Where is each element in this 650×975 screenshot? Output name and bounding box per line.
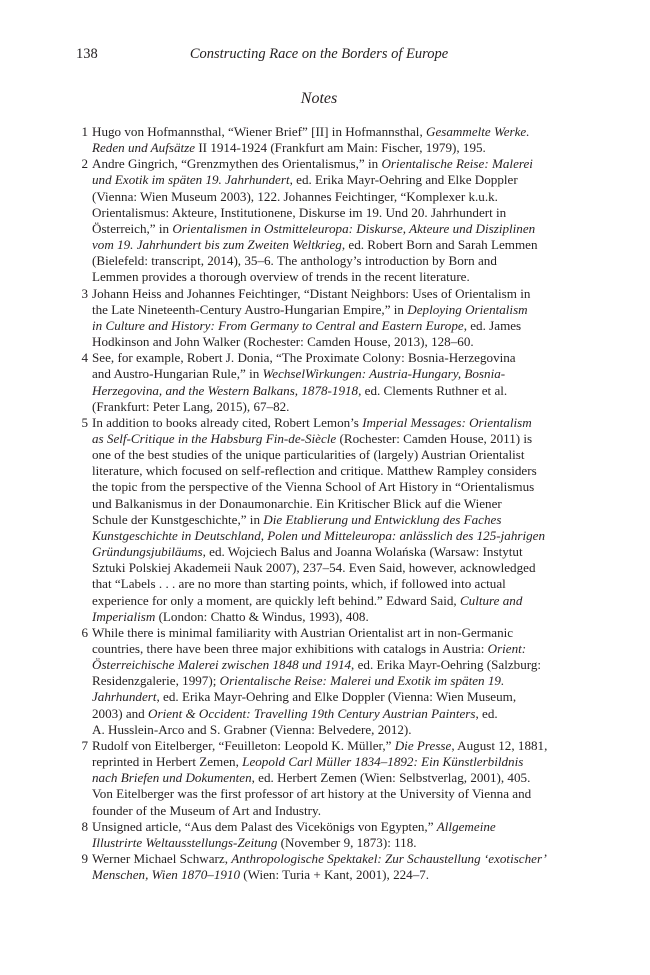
notes-list (74, 124, 566, 883)
note-line (92, 253, 566, 269)
running-title: Constructing Race on the Borders of Europe (189, 46, 449, 62)
note-text: (Wien: Turia + Kant, 2001), 224–7. (240, 867, 430, 883)
note-line (92, 657, 566, 673)
note-text: Werner Michael Schwarz, (92, 851, 232, 867)
note-line (92, 237, 566, 253)
italic-title-text: WechselWirkungen: Austria-Hungary, Bosnia- (262, 366, 506, 382)
italic-title-text: vom 19. Jahrhundert bis zum Zweiten Weltkrieg (92, 237, 342, 253)
italic-title-text: in Culture and History: From Germany to Central and Eastern Europe (92, 317, 464, 333)
note-text: Schule der Kunstgeschichte,” in (92, 511, 264, 527)
note-number: 4 (81, 350, 88, 366)
note-line (92, 625, 566, 641)
note-text: Andre Gingrich, “Grenzmythen des Orientalismus,” in (92, 156, 382, 172)
note-text: (Frankfurt: Peter Lang, 2015), 67–82. (92, 398, 290, 414)
note-line (92, 867, 566, 883)
note-line (92, 689, 566, 705)
page-number: 138 (76, 46, 98, 62)
italic-title-text: Leopold Carl Müller 1834–1892: Ein Künstlerbildnis (242, 754, 524, 770)
note-item (81, 285, 566, 351)
note-line (92, 399, 566, 415)
note-text: , ed. Clements Ruthner et al. (358, 382, 508, 398)
note-line (92, 803, 566, 819)
note-line (92, 140, 566, 156)
note-line (92, 124, 566, 140)
note-text: A. Husslein-Arco and S. Grabner (Vienna: Belvedere, 2012). (92, 721, 412, 737)
italic-title-text: Die Presse (394, 737, 452, 753)
note-line (92, 447, 566, 463)
note-line (92, 819, 566, 835)
note-line (92, 738, 566, 754)
italic-title-text: Orientalische Reise: Malerei (381, 156, 533, 172)
italic-title-text: Kunstgeschichte in Deutschland, Polen und Mitteleuropa: anlässlich des 125-jahrigen (92, 527, 546, 543)
note-text: the topic from the perspective of the Vienna School of Art History in “Orientalismus (92, 479, 535, 495)
note-item (81, 737, 566, 819)
note-line (92, 269, 566, 285)
note-text: , ed. Robert Born and Sarah Lemmen (341, 237, 538, 253)
note-text: , ed. Erika Mayr-Oehring and Elke Doppler (Vienna: Wien Museum, (156, 689, 517, 705)
note-line (92, 415, 566, 431)
note-text: literature, which focused on self-reflection and critique. Matthew Rampley considers (92, 463, 537, 479)
italic-title-text: Allgemeine (436, 818, 496, 834)
note-line (92, 463, 566, 479)
note-line (92, 156, 566, 172)
italic-title-text: Österreichische Malerei zwischen 1848 und 1914 (92, 657, 352, 673)
note-text: Von Eitelberger was the first professor of art history at the University of Vienna and (92, 786, 532, 802)
note-text: founder of the Museum of Art and Industry. (92, 802, 321, 818)
note-line (92, 479, 566, 495)
note-item (81, 818, 566, 851)
note-text: Sztuki Polskiej Akademeii Nauk 2007), 237–54. Even Said, however, acknowledged (92, 560, 536, 576)
note-line (92, 512, 566, 528)
note-text: Unsigned article, “Aus dem Palast des Vicekönigs von Egypten,” (92, 818, 437, 834)
note-text: 2003) and (92, 705, 149, 721)
note-line (92, 722, 566, 738)
note-text: Orientalismus: Akteure, Institutionene, Diskurse im 19. Und 20. Jahrhundert in (92, 204, 507, 220)
note-line (92, 189, 566, 205)
note-text: , ed. Erika Mayr-Oehring and Elke Doppler (289, 172, 518, 188)
italic-title-text: Herzegovina, and the Western Balkans, 1878-1918 (92, 382, 359, 398)
note-text: Johann Heiss and Johannes Feichtinger, “Distant Neighbors: Uses of Orientalism in (92, 285, 531, 301)
note-line (92, 318, 566, 334)
note-text: und Balkanismus in der Donaumonarchie. Ein Kritischer Blick auf die Wiener (92, 495, 502, 511)
italic-title-text: Orient & Occident: Travelling 19th Century Austrian Painters (148, 705, 476, 721)
italic-title-text: Die Etablierung und Entwicklung des Faches (263, 511, 502, 527)
note-line (92, 496, 566, 512)
note-line (92, 754, 566, 770)
note-line (92, 286, 566, 302)
note-line (92, 205, 566, 221)
note-line (92, 641, 566, 657)
note-line (92, 350, 566, 366)
note-text: Hodkinson and John Walker (Rochester: Camden House, 2013), 128–60. (92, 334, 474, 350)
note-text: (London: Chatto & Windus, 1993), 408. (155, 608, 369, 624)
note-text: one of the best studies of the unique particularities of (largely) Austrian Orientalist (92, 447, 525, 463)
note-item (81, 624, 566, 738)
note-text: (Vienna: Wien Museum 2003), 122. Johannes Feichtinger, “Komplexer k.u.k. (92, 188, 498, 204)
note-line (92, 221, 566, 237)
note-line (92, 851, 566, 867)
italic-title-text: Illustrirte Weltausstellungs-Zeitung (92, 834, 278, 850)
note-item (81, 124, 566, 156)
note-line (92, 706, 566, 722)
note-line (92, 593, 566, 609)
note-line (92, 383, 566, 399)
note-text: See, for example, Robert J. Donia, “The Proximate Colony: Bosnia-Herzegovina (92, 350, 516, 366)
note-text: In addition to books already cited, Robert Lemon’s (92, 414, 363, 430)
note-text: (Bielefeld: transcript, 2014), 35–6. The anthology’s introduction by Born and (92, 253, 497, 269)
note-line (92, 544, 566, 560)
note-text: Rudolf von Eitelberger, “Feuilleton: Leopold K. Müller,” (92, 737, 395, 753)
note-text: Österreich,” in (92, 220, 173, 236)
note-number: 7 (81, 737, 88, 753)
note-number: 1 (81, 124, 88, 139)
italic-title-text: Culture and (459, 592, 523, 608)
note-text: Residenzgalerie, 1997); (92, 673, 220, 689)
italic-title-text: Imperial Messages: Orientalism (362, 414, 532, 430)
italic-title-text: as Self-Critique in the Habsburg Fin-de-Siècle (92, 430, 337, 446)
italic-title-text: Orient: (487, 641, 527, 656)
note-text: II 1914-1924 (Frankfurt am Main: Fischer, 1979), 195. (195, 140, 486, 156)
italic-title-text: Gesammelte Werke. (426, 124, 530, 139)
italic-title-text: und Exotik im späten 19. Jahrhundert (92, 172, 290, 188)
note-item (81, 414, 566, 625)
note-line (92, 770, 566, 786)
notes-heading: Notes (300, 90, 338, 107)
note-number: 9 (81, 851, 88, 867)
italic-title-text: Orientalische Reise: Malerei und Exotik im späten 19. (219, 673, 505, 689)
italic-title-text: Deploying Orientalism (407, 301, 528, 317)
note-item (81, 851, 566, 883)
note-line (92, 431, 566, 447)
note-item (81, 350, 566, 415)
note-item (81, 156, 566, 285)
note-number: 6 (81, 624, 88, 640)
italic-title-text: Menschen, Wien 1870–1910 (92, 867, 241, 883)
note-number: 2 (81, 156, 88, 172)
note-number: 8 (81, 818, 88, 834)
note-text: , August 12, 1881, (451, 737, 548, 753)
note-text: the Late Nineteenth-Century Austro-Hungarian Empire,” in (92, 301, 408, 317)
note-text: countries, there have been three major exhibitions with catalogs in Austria: (92, 641, 488, 656)
italic-title-text: Imperialism (92, 608, 156, 624)
note-line (92, 334, 566, 350)
note-text: , ed. Herbert Zemen (Wien: Selbstverlag, 2001), 405. (251, 770, 531, 786)
note-line (92, 172, 566, 188)
note-line (92, 302, 566, 318)
note-line (92, 576, 566, 592)
note-text: , ed. (475, 705, 498, 721)
note-text: Lemmen provides a thorough overview of trends in the recent literature. (92, 269, 470, 285)
note-text: , ed. Wojciech Balus and Joanna Wolańska (Warsaw: Instytut (202, 544, 523, 560)
note-line (92, 673, 566, 689)
note-line (92, 528, 566, 544)
note-number: 3 (81, 285, 88, 301)
note-text: (November 9, 1873): 118. (277, 834, 417, 850)
note-line (92, 609, 566, 625)
italic-title-text: Jahrhundert (92, 689, 157, 705)
note-text: , ed. James (463, 317, 522, 333)
note-text: Hugo von Hofmannsthal, “Wiener Brief” [II] in Hofmannsthal, (92, 124, 426, 139)
italic-title-text: Anthropologische Spektakel: Zur Schaustellung ‘exotischer’ (231, 851, 547, 867)
note-text: and Austro-Hungarian Rule,” in (92, 366, 263, 382)
note-line (92, 560, 566, 576)
italic-title-text: Orientalismen in Ostmitteleuropa: Diskurse, Akteure und Disziplinen (172, 220, 536, 236)
page-header (74, 46, 564, 66)
italic-title-text: Reden und Aufsätze (92, 140, 196, 156)
note-line (92, 366, 566, 382)
note-line (92, 786, 566, 802)
note-text: While there is minimal familiarity with Austrian Orientalist art in non-Germanic (92, 624, 514, 640)
note-text: (Rochester: Camden House, 2011) is (336, 430, 533, 446)
italic-title-text: nach Briefen und Dokumenten (92, 770, 252, 786)
note-line (92, 835, 566, 851)
note-text: experience for only a moment, are quickly left behind.” Edward Said, (92, 592, 460, 608)
note-text: reprinted in Herbert Zemen, (92, 754, 243, 770)
note-number: 5 (81, 414, 88, 430)
italic-title-text: Gründungsjubiläums (92, 544, 203, 560)
note-text: that “Labels . . . are no more than starting points, which, if followed into actual (92, 576, 506, 592)
note-text: , ed. Erika Mayr-Oehring (Salzburg: (351, 657, 542, 673)
